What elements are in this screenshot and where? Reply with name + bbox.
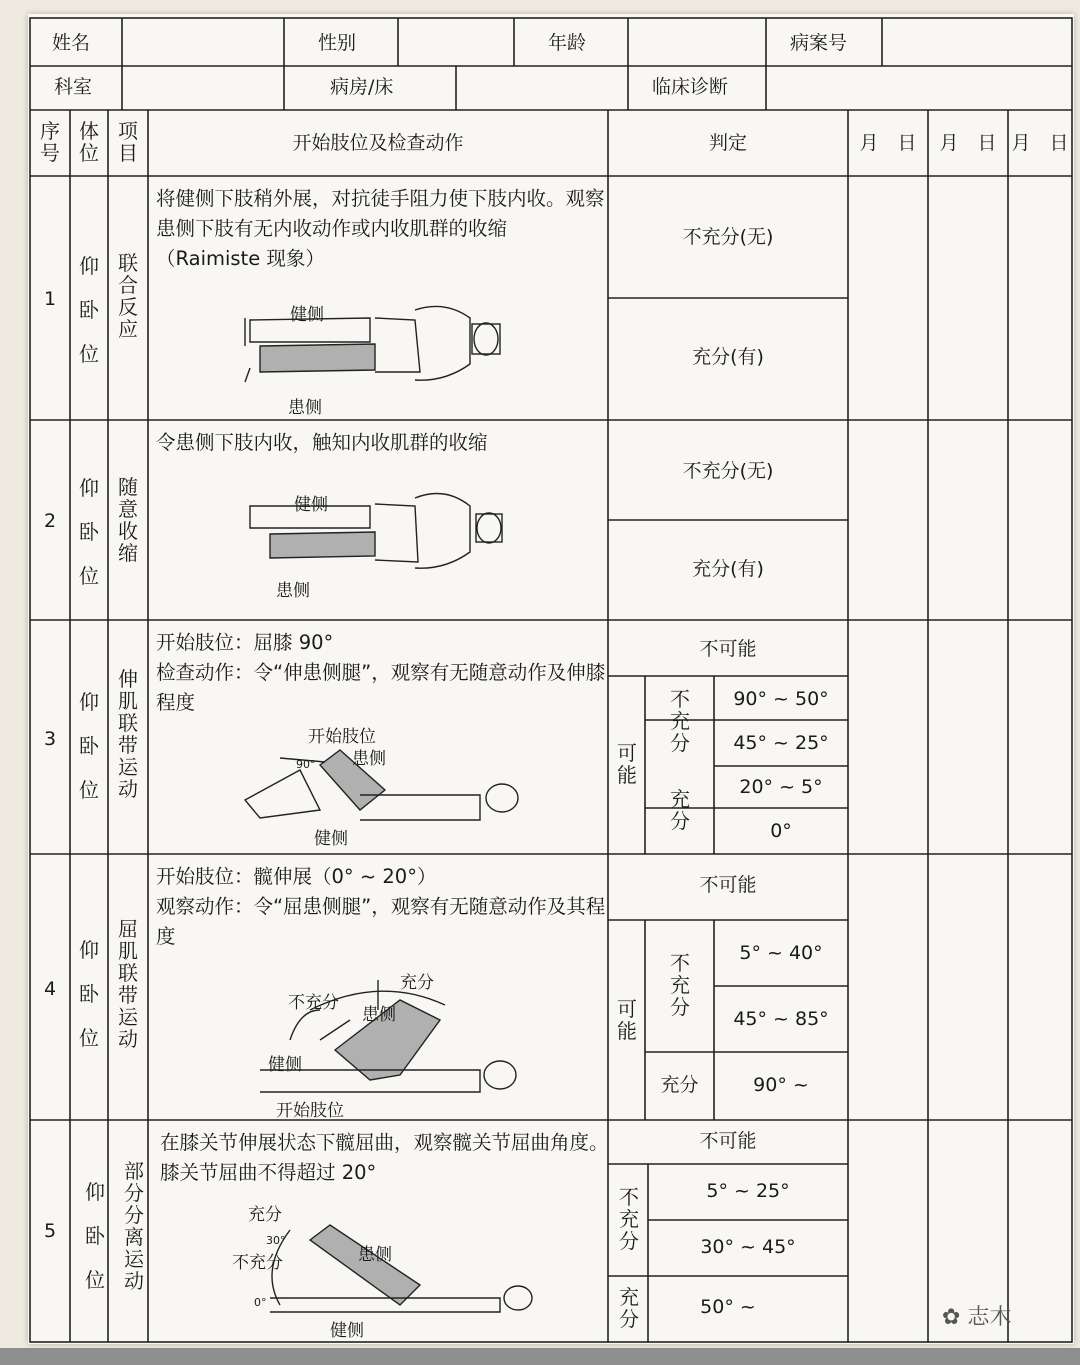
row5-item: 部分分离运动 (124, 1159, 144, 1293)
row1-judge-insufficient: 不充分(无) (682, 226, 774, 248)
row3-judge-sufficient: 充分 (670, 787, 690, 833)
row4-judge-insufficient: 不充分 (670, 951, 690, 1019)
row5-label-affected: 患侧 (358, 1245, 392, 1265)
row2-label-healthy: 健侧 (294, 495, 328, 515)
row5-seq: 5 (43, 1220, 57, 1242)
row2-judge-sufficient: 充分(有) (692, 558, 764, 580)
date2-column-cells[interactable] (930, 178, 1006, 1340)
row3-judge-possible: 可能 (617, 741, 637, 787)
row1-item: 联合反应 (118, 251, 138, 341)
row3-range-4: 0° (770, 820, 792, 842)
row5-position: 仰卧位 (85, 1180, 105, 1292)
row5-label-healthy: 健侧 (330, 1321, 364, 1341)
row4-label-insufficient: 不充分 (288, 993, 339, 1013)
name-label: 姓名 (52, 32, 91, 54)
row3-item: 伸肌联带运动 (118, 667, 138, 801)
sex-label: 性别 (318, 32, 357, 54)
row3-label-affected: 患侧 (352, 749, 386, 769)
ward-bed-field[interactable] (458, 68, 626, 108)
date3-column-cells[interactable] (1010, 178, 1070, 1340)
watermark: ✿ 志木 (942, 1305, 1012, 1330)
row2-description: 令患侧下肢内收，触知内收肌群的收缩 (156, 431, 488, 454)
col-position-header: 体位 (79, 119, 99, 165)
row3-judge-impossible: 不可能 (699, 638, 757, 660)
case-number-field[interactable] (884, 20, 1070, 64)
row4-judge-possible: 可能 (617, 997, 637, 1043)
row2-seq: 2 (43, 510, 57, 532)
row5-judge-insufficient: 不充分 (619, 1185, 639, 1253)
row5-judge-sufficient: 充分 (619, 1285, 639, 1331)
row1-position: 仰卧位 (79, 254, 99, 366)
row5-range-2: 30° ~ 45° (700, 1236, 796, 1258)
row5-label-insufficient: 不充分 (232, 1253, 283, 1273)
department-label: 科室 (54, 76, 93, 98)
row1-figure (240, 290, 530, 404)
col-date3-header: 月 日 (1011, 132, 1069, 154)
col-seq-header: 序号 (40, 119, 60, 165)
name-field[interactable] (124, 20, 282, 64)
row3-label-start: 开始肢位 (308, 727, 376, 747)
row1-judge-sufficient: 充分(有) (692, 346, 764, 368)
row3-judge-insufficient: 不充分 (670, 687, 690, 755)
diagnosis-field[interactable] (768, 68, 1070, 108)
row3-description: 开始肢位：屈膝 90° 检查动作：令“伸患侧腿”，观察有无随意动作及伸膝程度 (156, 631, 606, 714)
col-judgement-header: 判定 (708, 132, 747, 154)
date1-column-cells[interactable] (850, 178, 926, 1340)
diagnosis-label: 临床诊断 (652, 76, 729, 98)
row4-range-2: 45° ~ 85° (733, 1008, 829, 1030)
row1-label-healthy: 健侧 (290, 305, 324, 325)
row5-description: 在膝关节伸展状态下髋屈曲，观察髋关节屈曲角度。膝关节屈曲不得超过 20° (160, 1131, 609, 1184)
row3-seq: 3 (43, 728, 57, 750)
row4-label-affected: 患侧 (362, 1005, 396, 1025)
department-field[interactable] (124, 68, 282, 108)
age-label: 年龄 (548, 32, 587, 54)
row4-label-start: 开始肢位 (276, 1101, 344, 1121)
bottom-bar (0, 1348, 1080, 1365)
row5-label-angle30: 30° (266, 1234, 286, 1247)
row2-label-affected: 患侧 (276, 581, 310, 601)
col-date2-header: 月 日 (939, 132, 997, 154)
row1-seq: 1 (43, 288, 57, 310)
row5-judge-impossible: 不可能 (699, 1130, 757, 1152)
row4-label-healthy: 健侧 (268, 1055, 302, 1075)
row3-range-2: 45° ~ 25° (733, 732, 829, 754)
row3-range-1: 90° ~ 50° (733, 688, 829, 710)
row4-range-1: 5° ~ 40° (739, 942, 823, 964)
case-number-label: 病案号 (790, 32, 848, 54)
age-field[interactable] (630, 20, 764, 64)
row2-judge-insufficient: 不充分(无) (682, 460, 774, 482)
row3-label-healthy: 健侧 (314, 829, 348, 849)
row5-label-sufficient: 充分 (248, 1205, 282, 1225)
ward-bed-label: 病房/床 (330, 76, 394, 98)
row2-item: 随意收缩 (118, 475, 138, 565)
sex-field[interactable] (400, 20, 512, 64)
row4-judge-impossible: 不可能 (699, 874, 757, 896)
row5-range-1: 5° ~ 25° (706, 1180, 790, 1202)
row3-position: 仰卧位 (79, 690, 99, 802)
row5-label-angle0: 0° (254, 1296, 267, 1309)
row4-description: 开始肢位：髋伸展（0° ~ 20°） 观察动作：令“屈患侧腿”，观察有无随意动作及其程度 (156, 865, 606, 948)
row4-judge-sufficient: 充分 (660, 1074, 699, 1096)
col-action-header: 开始肢位及检查动作 (292, 132, 464, 154)
row4-seq: 4 (43, 978, 57, 1000)
col-item-header: 项目 (118, 119, 138, 165)
row4-item: 屈肌联带运动 (118, 917, 138, 1051)
row5-figure (250, 1210, 540, 1324)
row1-label-affected: 患侧 (288, 398, 322, 418)
row3-range-3: 20° ~ 5° (739, 776, 823, 798)
row2-figure (240, 484, 530, 588)
row1-description: 将健侧下肢稍外展，对抗徒手阻力使下肢内收。观察患侧下肢有无内收动作或内收肌群的收缩（Raimiste 现象） (156, 187, 605, 270)
wechat-icon: ✿ (942, 1305, 968, 1330)
row4-range-3: 90° ~ (753, 1074, 809, 1096)
row5-range-3: 50° ~ (700, 1296, 756, 1318)
row3-label-angle: 90° (296, 758, 316, 771)
row4-position: 仰卧位 (79, 938, 99, 1050)
row4-label-sufficient: 充分 (400, 973, 434, 993)
row2-position: 仰卧位 (79, 476, 99, 588)
col-date1-header: 月 日 (859, 132, 917, 154)
